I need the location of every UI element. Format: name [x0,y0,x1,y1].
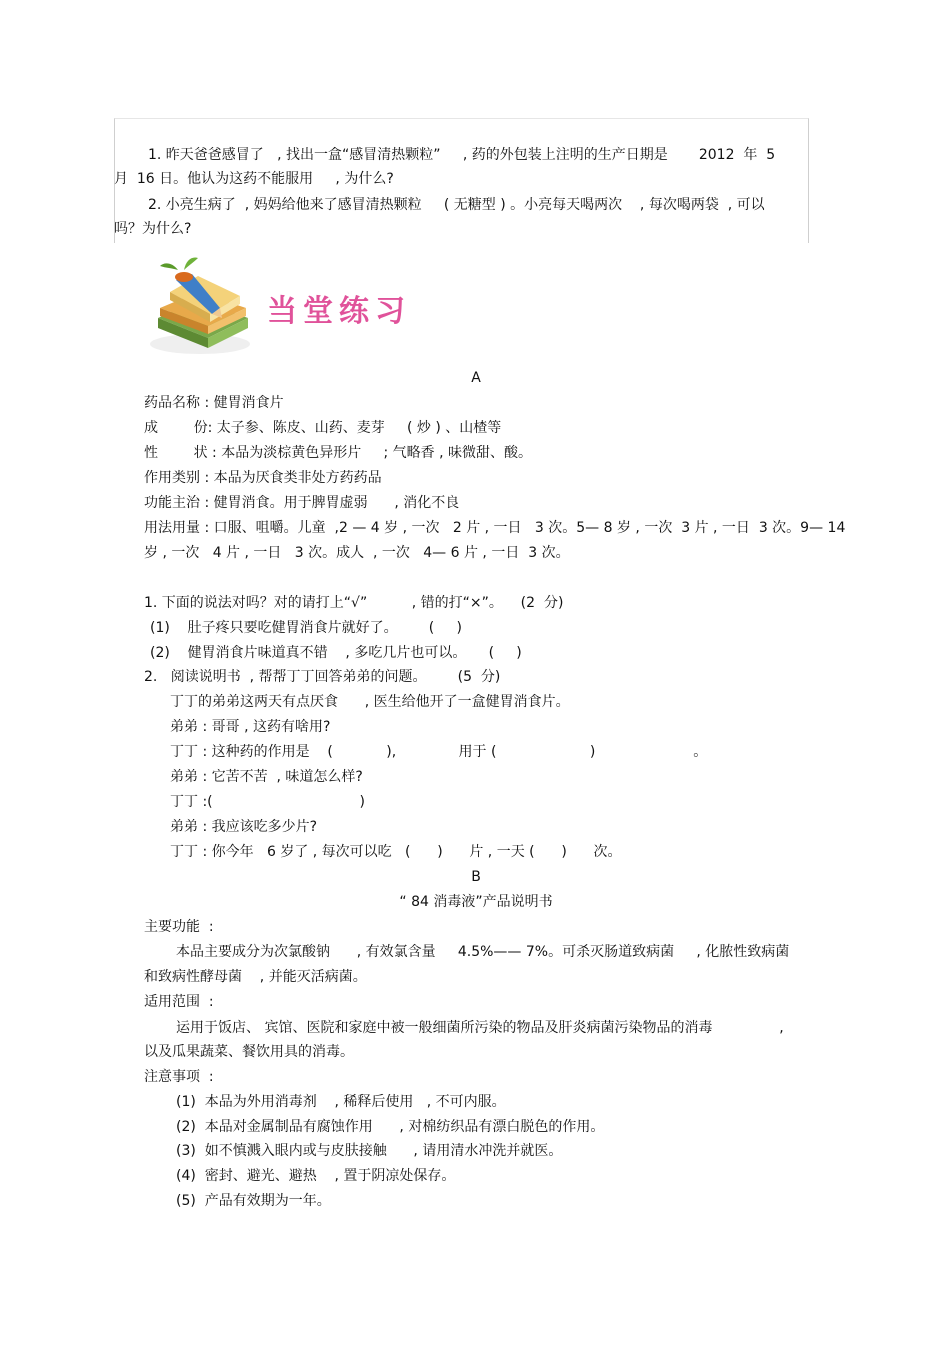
section-b-title: “ 84 消毒液”产品说明书 [399,894,553,910]
note-item: (5) 产品有效期为一年。 [176,1193,331,1209]
dialog-line: 丁丁 : 这种药的作用是 ( ), 用于 ( ) 。 [170,744,708,760]
dialog-intro: 丁丁的弟弟这两天有点厌食 , 医生给他开了一盒健胃消食片。 [170,694,570,710]
question-2-line-1: 2. 小亮生病了 , 妈妈给他来了感冒清热颗粒 ( 无糖型 ) 。小亮每天喝两次 , 每次喝两袋 , 可以 [148,197,765,213]
dosage-line-2: 岁 , 一次 4 片 , 一日 3 次。成人 , 一次 4— 6 片 , 一日 3 次。 [144,545,570,561]
exercise-1-item-2: (2) 健胃消食片味道真不错 , 多吃几片也可以。 ( ) [150,645,522,661]
scope-text-2: 以及瓜果蔬菜、餐饮用具的消毒。 [144,1044,354,1060]
scope-heading: 适用范围 : [144,994,214,1010]
banner-title: 当堂练习 [267,294,411,329]
ingredients-line: 成 份: 太子参、陈皮、山药、麦芽 ( 炒 ) 、山楂等 [144,420,502,436]
dialog-line: 丁丁 : 你今年 6 岁了 , 每次可以吃 ( ) 片 , 一天 ( ) 次。 [170,844,622,860]
main-function-text-2: 和致病性酵母菌 , 并能灭活病菌。 [144,969,367,985]
books-with-pencil-icon [148,256,252,356]
note-item: (4) 密封、避光、避热 , 置于阴凉处保存。 [176,1168,456,1184]
dialog-line: 弟弟 : 我应该吃多少片? [170,819,318,835]
scope-text-1: 运用于饭店、 宾馆、医院和家庭中被一般细菌所污染的物品及肝炎病菌污染物品的消毒 , [176,1020,784,1036]
question-1-line-1: 1. 昨天爸爸感冒了 , 找出一盒“感冒清热颗粒” , 药的外包装上注明的生产日期是 2012 年 5 [148,147,776,163]
dialog-line: 丁丁 :( ) [170,794,365,810]
appearance-line: 性 状 : 本品为淡棕黄色异形片 ; 气略香 , 味微甜、酸。 [144,445,532,461]
notes-heading: 注意事项 : [144,1069,214,1085]
category-line: 作用类别 : 本品为厌食类非处方药药品 [144,470,382,486]
note-item: (3) 如不慎溅入眼内或与皮肤接触 , 请用清水冲洗并就医。 [176,1143,563,1159]
dialog-line: 弟弟 : 哥哥 , 这药有啥用? [170,719,331,735]
note-item: (2) 本品对金属制品有腐蚀作用 , 对棉纺织品有漂白脱色的作用。 [176,1119,605,1135]
question-1-line-2: 月 16 日。他认为这药不能服用 , 为什么? [114,171,394,187]
dialog-line: 弟弟 : 它苦不苦 , 味道怎么样? [170,769,363,785]
note-item: (1) 本品为外用消毒剂 , 稀释后使用 , 不可内服。 [176,1094,506,1110]
section-a-label: A [471,370,481,386]
exercise-2-prompt: 2. 阅读说明书 , 帮帮丁丁回答弟弟的问题。 (5 分) [144,669,501,685]
main-function-heading: 主要功能 : [144,919,214,935]
drug-name-line: 药品名称 : 健胃消食片 [144,395,284,411]
exercise-1-item-1: (1) 肚子疼只要吃健胃消食片就好了。 ( ) [150,620,462,636]
section-b-label: B [471,869,481,885]
question-2-line-2: 吗？为什么? [114,221,192,237]
exercise-1-prompt: 1. 下面的说法对吗？对的请打上“√” , 错的打“×”。 (2 分) [144,595,564,611]
function-line: 功能主治 : 健胃消食。用于脾胃虚弱 , 消化不良 [144,495,460,511]
main-function-text-1: 本品主要成分为次氯酸钠 , 有效氯含量 4.5%—— 7%。可杀灭肠道致病菌 , 化脓性致病菌 [176,944,790,960]
dosage-line-1: 用法用量 : 口服、咀嚼。儿童 ,2 — 4 岁 , 一次 2 片 , 一日 3 次。5— 8 岁 , 一次 3 片 , 一日 3 次。9— 14 [144,520,846,536]
